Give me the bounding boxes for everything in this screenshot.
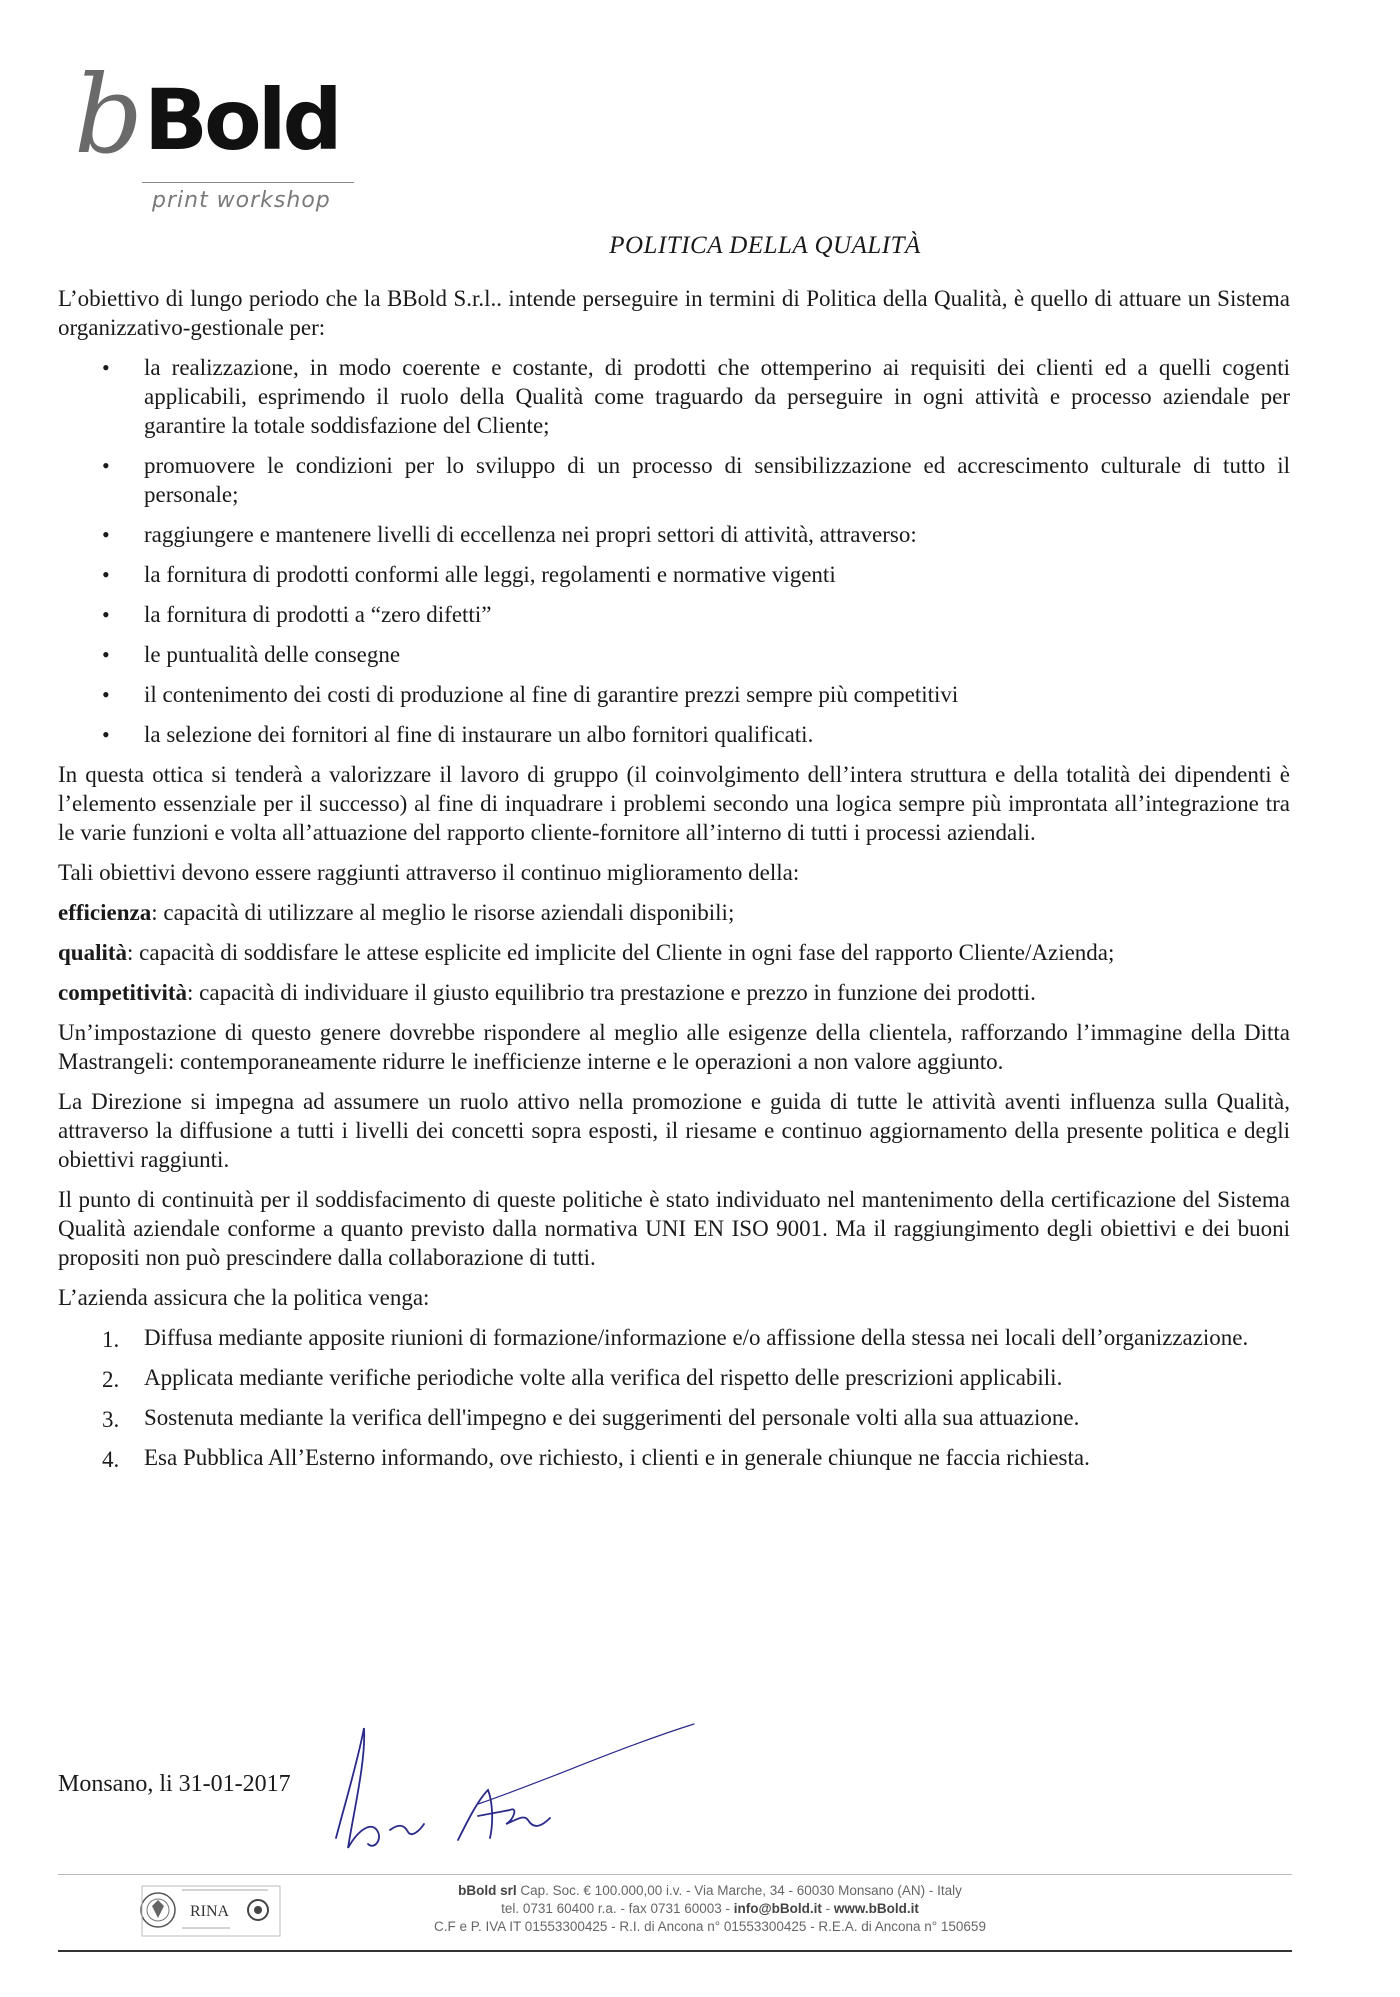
setup-paragraph: Un’impostazione di questo genere dovrebbe rispondere al meglio alle esigenze della clientela, rafforzando l’immagine della Ditta Mastrangeli: contemporaneamente ridurre le inefficienze interne e le operazioni a non valore aggiunto. [58,1020,1290,1074]
logo-name: Bold [144,71,339,169]
item-text: Esa Pubblica All’Esterno informando, ove richiesto, i clienti e in generale chiunque ne faccia richiesta. [144,1445,1090,1470]
footer-separator: - [821,1901,834,1916]
bullet-item: • la fornitura di prodotti a “zero difetti” [58,600,1290,629]
definition-term: competitività [58,980,188,1005]
assurance-list [58,1323,1290,1472]
certification-label: RINA [190,1903,230,1920]
assurance-paragraph: L’azienda assicura che la politica venga: [58,1285,430,1310]
intro-paragraph: L’obiettivo di lungo periodo che la BBold S.r.l.. intende perseguire in termini di Politica della Qualità, è quello di attuare un Sistema organizzativo-gestionale per: [58,286,1290,340]
item-number: 1. [102,1327,120,1352]
numbered-item [58,1403,1290,1432]
definition-term: qualità [58,940,128,965]
bullet-item: • le puntualità delle consegne [58,640,1290,669]
continuity-paragraph: Il punto di continuità per il soddisfacimento di queste politiche è stato individuato nel mantenimento della certificazione del Sistema Qualità aziendale conforme a quanto previsto dalla normativa UNI EN ISO 9001. Ma il raggiungimento degli obiettivi e dei buoni propositi non può prescindere dalla collaborazione di tutti. [58,1187,1290,1270]
item-number: 2. [102,1367,120,1392]
bullet-item: • la realizzazione, in modo coerente e costante, di prodotti che ottemperino ai requisiti dei clienti ed a quelli cogenti applicabili, esprimendo il ruolo della Qualità come traguardo da perseguire in ogni attività e processo aziendale per garantire la totale soddisfazione del Cliente; [58,353,1290,440]
footer-address: Cap. Soc. € 100.000,00 i.v. - Via Marche, 34 - 60030 Monsano (AN) - Italy [516,1883,962,1898]
footer-line-1 [280,1882,1140,1900]
numbered-item [58,1323,1290,1352]
footer-website: www.bBold.it [833,1901,919,1916]
footer-company: bBold srl [458,1883,517,1898]
group-work-paragraph: In questa ottica si tenderà a valorizzare il lavoro di gruppo (il coinvolgimento dell’intera struttura e della totalità dei dipendenti è l’elemento essenziale per il successo) al fine di inquadrare i problemi secondo una logica sempre più improntata all’integrazione tra le varie funzioni e volta all’attuazione del rapporto cliente-fornitore all’interno di tutti i processi aziendali. [58,762,1290,845]
definition-term: efficienza [58,900,152,925]
definition-text: : capacità di soddisfare le attese esplicite ed implicite del Cliente in ogni fase del rapporto Cliente/Azienda; [127,940,1115,965]
footer-line-2 [280,1900,1140,1918]
item-text: Diffusa mediante apposite riunioni di formazione/informazione e/o affissione della stessa nei locali dell’organizzazione. [144,1325,1249,1350]
item-number: 3. [102,1407,120,1432]
numbered-item [58,1363,1290,1392]
company-footer [280,1882,1140,1936]
logo-mark: b [74,53,144,178]
bullet-item: • la selezione dei fornitori al fine di instaurare un albo fornitori qualificati. [58,720,1290,749]
handwritten-signature [328,1720,708,1860]
place-date: Monsano, li 31-01-2017 [58,1771,291,1797]
definition-text: : capacità di individuare il giusto equilibrio tra prestazione e prezzo in funzione dei prodotti. [187,980,1036,1005]
definition-qualita [58,938,1290,967]
direction-paragraph: La Direzione si impegna ad assumere un ruolo attivo nella promozione e guida di tutte le attività aventi influenza sulla Qualità, attraverso la diffusione a tutti i livelli dei concetti sopra esposti, il riesame e continuo aggiornamento della presente politica e degli obiettivi raggiunti. [58,1089,1290,1172]
document-body [58,284,1290,1483]
numbered-item [58,1443,1290,1472]
rina-certification-logo [138,1882,284,1940]
document-title: POLITICA DELLA QUALITÀ [609,232,921,259]
objectives-list [58,353,1290,749]
footer-line-3: C.F e P. IVA IT 01553300425 - R.I. di Ancona n° 01553300425 - R.E.A. di Ancona n° 150659 [434,1919,986,1934]
item-text: Applicata mediante verifiche periodiche volte alla verifica del rispetto delle prescrizioni applicabili. [144,1365,1063,1390]
footer-bottom-rule [58,1950,1292,1952]
bullet-item: • promuovere le condizioni per lo sviluppo di un processo di sensibilizzazione ed accrescimento culturale di tutto il personale; [58,451,1290,509]
logo-tagline: print workshop [152,188,331,213]
item-number: 4. [102,1447,120,1472]
objectives-paragraph: Tali obiettivi devono essere raggiunti attraverso il continuo miglioramento della: [58,860,800,885]
bbold-logo [62,53,352,228]
footer-email: info@bBold.it [733,1901,822,1916]
footer-phone: tel. 0731 60400 r.a. - fax 0731 60003 - [501,1901,734,1916]
footer-divider [58,1874,1292,1875]
definition-competitivita [58,978,1290,1007]
bullet-item: • il contenimento dei costi di produzione al fine di garantire prezzi sempre più competitivi [58,680,1290,709]
item-text: Sostenuta mediante la verifica dell'impegno e dei suggerimenti del personale volti alla sua attuazione. [144,1405,1080,1430]
definition-text: : capacità di utilizzare al meglio le risorse aziendali disponibili; [151,900,735,925]
logo-rule [142,182,354,183]
bullet-item: • la fornitura di prodotti conformi alle leggi, regolamenti e normative vigenti [58,560,1290,589]
bullet-item: • raggiungere e mantenere livelli di eccellenza nei propri settori di attività, attraverso: [58,520,1290,549]
definition-efficienza [58,898,1290,927]
